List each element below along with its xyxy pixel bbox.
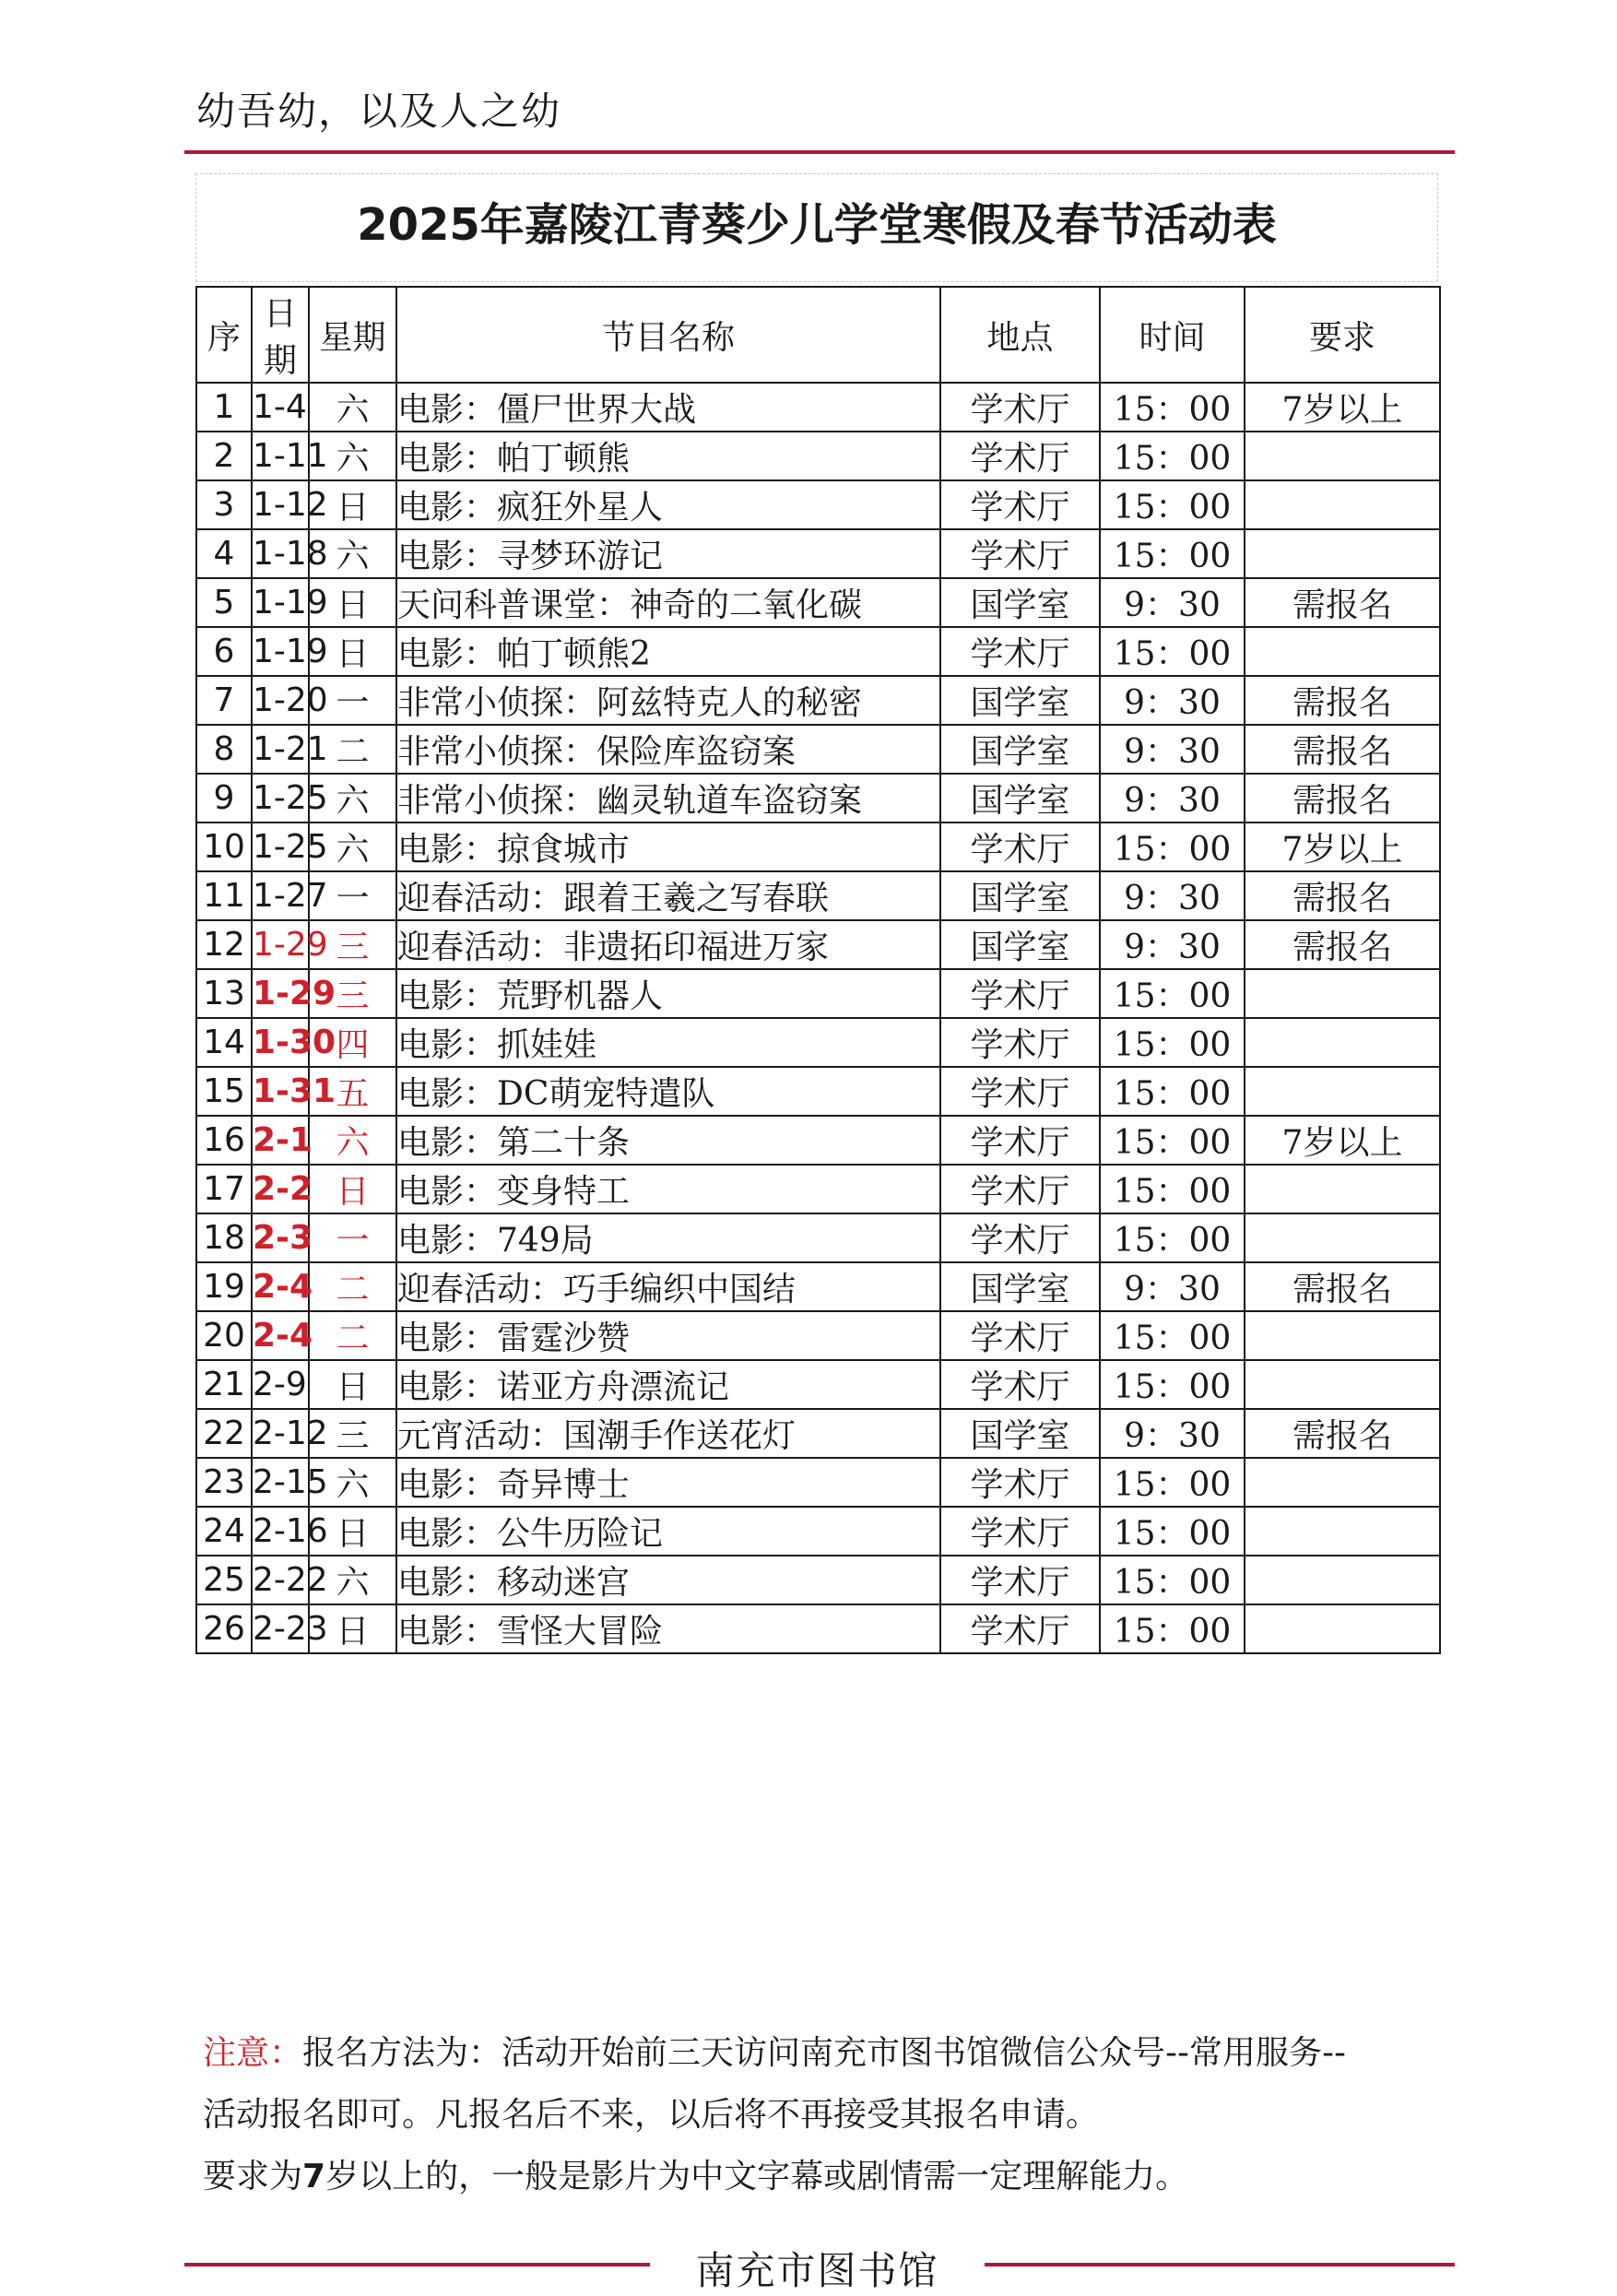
cell-program: 电影：雷霆沙赞: [396, 1311, 940, 1360]
cell-date: 1-29: [252, 969, 309, 1018]
cell-requirement: 需报名: [1245, 1409, 1440, 1458]
cell-weekday: 六: [309, 823, 396, 871]
cell-weekday: 日: [309, 1604, 396, 1653]
cell-seq: 19: [196, 1262, 252, 1311]
cell-location: 学术厅: [940, 1165, 1100, 1213]
cell-seq: 1: [196, 383, 252, 432]
cell-requirement: [1245, 1507, 1440, 1556]
cell-program: 电影：疯狂外星人: [396, 480, 940, 529]
cell-program: 电影：变身特工: [396, 1165, 940, 1213]
cell-time: 15：00: [1100, 383, 1245, 432]
cell-date: 1-25: [252, 823, 309, 871]
table-row: [196, 1458, 1440, 1507]
cell-seq: 23: [196, 1458, 252, 1507]
table-row: [196, 1507, 1440, 1556]
cell-weekday: 四: [309, 1018, 396, 1067]
cell-program: 电影：抓娃娃: [396, 1018, 940, 1067]
cell-requirement: [1245, 1311, 1440, 1360]
table-row: [196, 774, 1440, 823]
cell-weekday: 日: [309, 480, 396, 529]
cell-date: 2-1: [252, 1116, 309, 1165]
cell-program: 非常小侦探：幽灵轨道车盗窃案: [396, 774, 940, 823]
cell-time: 15：00: [1100, 823, 1245, 871]
col-header-date: 日期: [252, 287, 309, 383]
cell-weekday: 日: [309, 1165, 396, 1213]
cell-weekday: 二: [309, 1262, 396, 1311]
cell-time: 15：00: [1100, 627, 1245, 676]
cell-date: 1-11: [252, 432, 309, 480]
cell-location: 学术厅: [940, 1067, 1100, 1116]
cell-weekday: 六: [309, 529, 396, 578]
cell-location: 学术厅: [940, 627, 1100, 676]
notes-line-1: [203, 2022, 1438, 2084]
cell-requirement: 需报名: [1245, 676, 1440, 725]
cell-date: 2-4: [252, 1262, 309, 1311]
table-row: [196, 676, 1440, 725]
table-row: [196, 1018, 1440, 1067]
cell-requirement: 7岁以上: [1245, 823, 1440, 871]
cell-program: 电影：749局: [396, 1213, 940, 1262]
table-row: [196, 920, 1440, 969]
cell-requirement: [1245, 1458, 1440, 1507]
cell-date: 1-19: [252, 627, 309, 676]
col-header-program: 节目名称: [396, 287, 940, 383]
table-row: [196, 1116, 1440, 1165]
cell-seq: 11: [196, 871, 252, 920]
cell-requirement: 需报名: [1245, 774, 1440, 823]
cell-weekday: 六: [309, 1116, 396, 1165]
cell-time: 15：00: [1100, 1458, 1245, 1507]
cell-location: 国学室: [940, 774, 1100, 823]
cell-time: 15：00: [1100, 1311, 1245, 1360]
cell-location: 学术厅: [940, 1507, 1100, 1556]
cell-date: 2-4: [252, 1311, 309, 1360]
cell-requirement: [1245, 1604, 1440, 1653]
table-row: [196, 823, 1440, 871]
header-divider: [184, 150, 1455, 154]
cell-seq: 2: [196, 432, 252, 480]
cell-time: 15：00: [1100, 1067, 1245, 1116]
table-row: [196, 1409, 1440, 1458]
cell-date: 1-21: [252, 725, 309, 774]
table-row: [196, 529, 1440, 578]
cell-location: 学术厅: [940, 1116, 1100, 1165]
cell-seq: 5: [196, 578, 252, 627]
cell-location: 学术厅: [940, 1360, 1100, 1409]
cell-seq: 18: [196, 1213, 252, 1262]
cell-seq: 15: [196, 1067, 252, 1116]
table-row: [196, 725, 1440, 774]
cell-weekday: 一: [309, 871, 396, 920]
cell-date: 1-12: [252, 480, 309, 529]
cell-seq: 7: [196, 676, 252, 725]
cell-location: 国学室: [940, 1262, 1100, 1311]
table-row: [196, 383, 1440, 432]
cell-weekday: 六: [309, 1556, 396, 1604]
cell-requirement: [1245, 432, 1440, 480]
notes-label: 注意：: [203, 2034, 303, 2072]
footer-divider-right: [985, 2263, 1455, 2266]
cell-program: 迎春活动：非遗拓印福进万家: [396, 920, 940, 969]
cell-program: 电影：荒野机器人: [396, 969, 940, 1018]
table-row: [196, 1311, 1440, 1360]
cell-time: 15：00: [1100, 969, 1245, 1018]
cell-time: 15：00: [1100, 1018, 1245, 1067]
table-row: [196, 1360, 1440, 1409]
cell-time: 15：00: [1100, 432, 1245, 480]
cell-program: 电影：DC萌宠特遣队: [396, 1067, 940, 1116]
cell-requirement: 需报名: [1245, 578, 1440, 627]
cell-weekday: 三: [309, 969, 396, 1018]
cell-date: 1-30: [252, 1018, 309, 1067]
cell-seq: 14: [196, 1018, 252, 1067]
cell-seq: 20: [196, 1311, 252, 1360]
col-header-seq: 序: [196, 287, 252, 383]
cell-requirement: 需报名: [1245, 920, 1440, 969]
cell-program: 电影：诺亚方舟漂流记: [396, 1360, 940, 1409]
cell-date: 2-3: [252, 1213, 309, 1262]
cell-weekday: 日: [309, 578, 396, 627]
cell-weekday: 六: [309, 1458, 396, 1507]
cell-date: 2-16: [252, 1507, 309, 1556]
cell-location: 学术厅: [940, 969, 1100, 1018]
cell-time: 15：00: [1100, 1116, 1245, 1165]
cell-location: 国学室: [940, 1409, 1100, 1458]
notes: [203, 2022, 1438, 2207]
cell-time: 15：00: [1100, 480, 1245, 529]
cell-program: 迎春活动：跟着王羲之写春联: [396, 871, 940, 920]
cell-time: 15：00: [1100, 1213, 1245, 1262]
cell-program: 电影：寻梦环游记: [396, 529, 940, 578]
table-row: [196, 1165, 1440, 1213]
table-row: [196, 871, 1440, 920]
cell-time: 9：30: [1100, 578, 1245, 627]
cell-time: 15：00: [1100, 529, 1245, 578]
header-motto: 幼吾幼，以及人之幼: [196, 89, 562, 134]
cell-time: 9：30: [1100, 725, 1245, 774]
cell-location: 学术厅: [940, 1604, 1100, 1653]
cell-program: 元宵活动：国潮手作送花灯: [396, 1409, 940, 1458]
cell-seq: 3: [196, 480, 252, 529]
cell-requirement: [1245, 529, 1440, 578]
cell-seq: 25: [196, 1556, 252, 1604]
cell-requirement: [1245, 969, 1440, 1018]
footer-divider-left: [184, 2263, 650, 2266]
cell-location: 国学室: [940, 920, 1100, 969]
cell-date: 2-15: [252, 1458, 309, 1507]
cell-requirement: 7岁以上: [1245, 1116, 1440, 1165]
table-row: [196, 627, 1440, 676]
table-row: [196, 1604, 1440, 1653]
cell-location: 学术厅: [940, 480, 1100, 529]
schedule-table: [195, 286, 1441, 1654]
cell-seq: 6: [196, 627, 252, 676]
cell-weekday: 六: [309, 432, 396, 480]
notes-line-3-age: 7: [302, 2158, 326, 2195]
cell-requirement: [1245, 1067, 1440, 1116]
cell-requirement: 需报名: [1245, 1262, 1440, 1311]
cell-date: 1-20: [252, 676, 309, 725]
cell-date: 2-22: [252, 1556, 309, 1604]
cell-time: 15：00: [1100, 1556, 1245, 1604]
cell-weekday: 二: [309, 725, 396, 774]
cell-time: 9：30: [1100, 1262, 1245, 1311]
cell-program: 天问科普课堂：神奇的二氧化碳: [396, 578, 940, 627]
cell-seq: 13: [196, 969, 252, 1018]
cell-time: 9：30: [1100, 871, 1245, 920]
cell-program: 电影：帕丁顿熊: [396, 432, 940, 480]
cell-location: 学术厅: [940, 1556, 1100, 1604]
col-header-weekday: 星期: [309, 287, 396, 383]
cell-requirement: [1245, 1165, 1440, 1213]
cell-requirement: 7岁以上: [1245, 383, 1440, 432]
cell-time: 15：00: [1100, 1604, 1245, 1653]
cell-time: 9：30: [1100, 920, 1245, 969]
cell-requirement: 需报名: [1245, 725, 1440, 774]
table-row: [196, 1213, 1440, 1262]
cell-time: 15：00: [1100, 1360, 1245, 1409]
cell-time: 15：00: [1100, 1165, 1245, 1213]
cell-seq: 9: [196, 774, 252, 823]
cell-seq: 10: [196, 823, 252, 871]
cell-time: 15：00: [1100, 1507, 1245, 1556]
cell-date: 2-12: [252, 1409, 309, 1458]
cell-seq: 22: [196, 1409, 252, 1458]
cell-program: 电影：僵尸世界大战: [396, 383, 940, 432]
cell-requirement: [1245, 1556, 1440, 1604]
col-header-time: 时间: [1100, 287, 1245, 383]
cell-program: 迎春活动：巧手编织中国结: [396, 1262, 940, 1311]
cell-location: 国学室: [940, 725, 1100, 774]
notes-line-3-text: 岁以上的，一般是影片为中文字幕或剧情需一定理解能力。: [325, 2158, 1189, 2195]
table-row: [196, 969, 1440, 1018]
notes-line-3-prefix: 要求为: [203, 2158, 303, 2195]
cell-weekday: 日: [309, 627, 396, 676]
cell-requirement: [1245, 480, 1440, 529]
cell-program: 电影：雪怪大冒险: [396, 1604, 940, 1653]
table-header-row: [196, 287, 1440, 383]
cell-date: 1-4: [252, 383, 309, 432]
cell-location: 国学室: [940, 676, 1100, 725]
cell-seq: 26: [196, 1604, 252, 1653]
cell-requirement: [1245, 627, 1440, 676]
cell-seq: 24: [196, 1507, 252, 1556]
cell-weekday: 三: [309, 1409, 396, 1458]
cell-program: 电影：公牛历险记: [396, 1507, 940, 1556]
cell-seq: 21: [196, 1360, 252, 1409]
cell-weekday: 六: [309, 383, 396, 432]
cell-time: 9：30: [1100, 676, 1245, 725]
cell-location: 学术厅: [940, 1213, 1100, 1262]
table-row: [196, 480, 1440, 529]
cell-location: 学术厅: [940, 1311, 1100, 1360]
notes-line-1-text: 报名方法为：活动开始前三天访问南充市图书馆微信公众号--常用服务--: [302, 2034, 1346, 2072]
cell-weekday: 三: [309, 920, 396, 969]
cell-date: 2-2: [252, 1165, 309, 1213]
cell-program: 电影：移动迷宫: [396, 1556, 940, 1604]
cell-weekday: 六: [309, 774, 396, 823]
cell-seq: 12: [196, 920, 252, 969]
cell-location: 学术厅: [940, 1458, 1100, 1507]
cell-requirement: 需报名: [1245, 871, 1440, 920]
cell-seq: 4: [196, 529, 252, 578]
cell-date: 1-27: [252, 871, 309, 920]
cell-time: 9：30: [1100, 774, 1245, 823]
cell-location: 国学室: [940, 871, 1100, 920]
cell-program: 非常小侦探：保险库盗窃案: [396, 725, 940, 774]
cell-weekday: 五: [309, 1067, 396, 1116]
cell-seq: 16: [196, 1116, 252, 1165]
cell-date: 1-29: [252, 920, 309, 969]
cell-weekday: 日: [309, 1360, 396, 1409]
cell-program: 电影：奇异博士: [396, 1458, 940, 1507]
col-header-requirement: 要求: [1245, 287, 1440, 383]
cell-weekday: 一: [309, 676, 396, 725]
notes-line-3: [203, 2146, 1438, 2207]
table-row: [196, 578, 1440, 627]
table-row: [196, 432, 1440, 480]
page-title: 2025年嘉陵江青葵少儿学堂寒假及春节活动表: [357, 199, 1277, 251]
cell-seq: 8: [196, 725, 252, 774]
table-row: [196, 1556, 1440, 1604]
cell-date: 1-31: [252, 1067, 309, 1116]
cell-requirement: [1245, 1213, 1440, 1262]
cell-weekday: 二: [309, 1311, 396, 1360]
cell-date: 1-19: [252, 578, 309, 627]
cell-date: 1-18: [252, 529, 309, 578]
cell-location: 学术厅: [940, 383, 1100, 432]
cell-location: 学术厅: [940, 1018, 1100, 1067]
cell-weekday: 日: [309, 1507, 396, 1556]
cell-program: 电影：帕丁顿熊2: [396, 627, 940, 676]
footer-org: 南充市图书馆: [695, 2248, 939, 2293]
cell-requirement: [1245, 1018, 1440, 1067]
title-box: [195, 173, 1438, 282]
cell-weekday: 一: [309, 1213, 396, 1262]
cell-location: 学术厅: [940, 823, 1100, 871]
notes-line-2: 活动报名即可。凡报名后不来，以后将不再接受其报名申请。: [203, 2096, 1100, 2134]
table-row: [196, 1067, 1440, 1116]
cell-location: 学术厅: [940, 432, 1100, 480]
cell-date: 1-25: [252, 774, 309, 823]
cell-time: 9：30: [1100, 1409, 1245, 1458]
cell-requirement: [1245, 1360, 1440, 1409]
cell-seq: 17: [196, 1165, 252, 1213]
cell-date: 2-23: [252, 1604, 309, 1653]
cell-date: 2-9: [252, 1360, 309, 1409]
cell-location: 国学室: [940, 578, 1100, 627]
cell-location: 学术厅: [940, 529, 1100, 578]
cell-program: 非常小侦探：阿兹特克人的秘密: [396, 676, 940, 725]
col-header-location: 地点: [940, 287, 1100, 383]
cell-program: 电影：掠食城市: [396, 823, 940, 871]
cell-program: 电影：第二十条: [396, 1116, 940, 1165]
table-row: [196, 1262, 1440, 1311]
